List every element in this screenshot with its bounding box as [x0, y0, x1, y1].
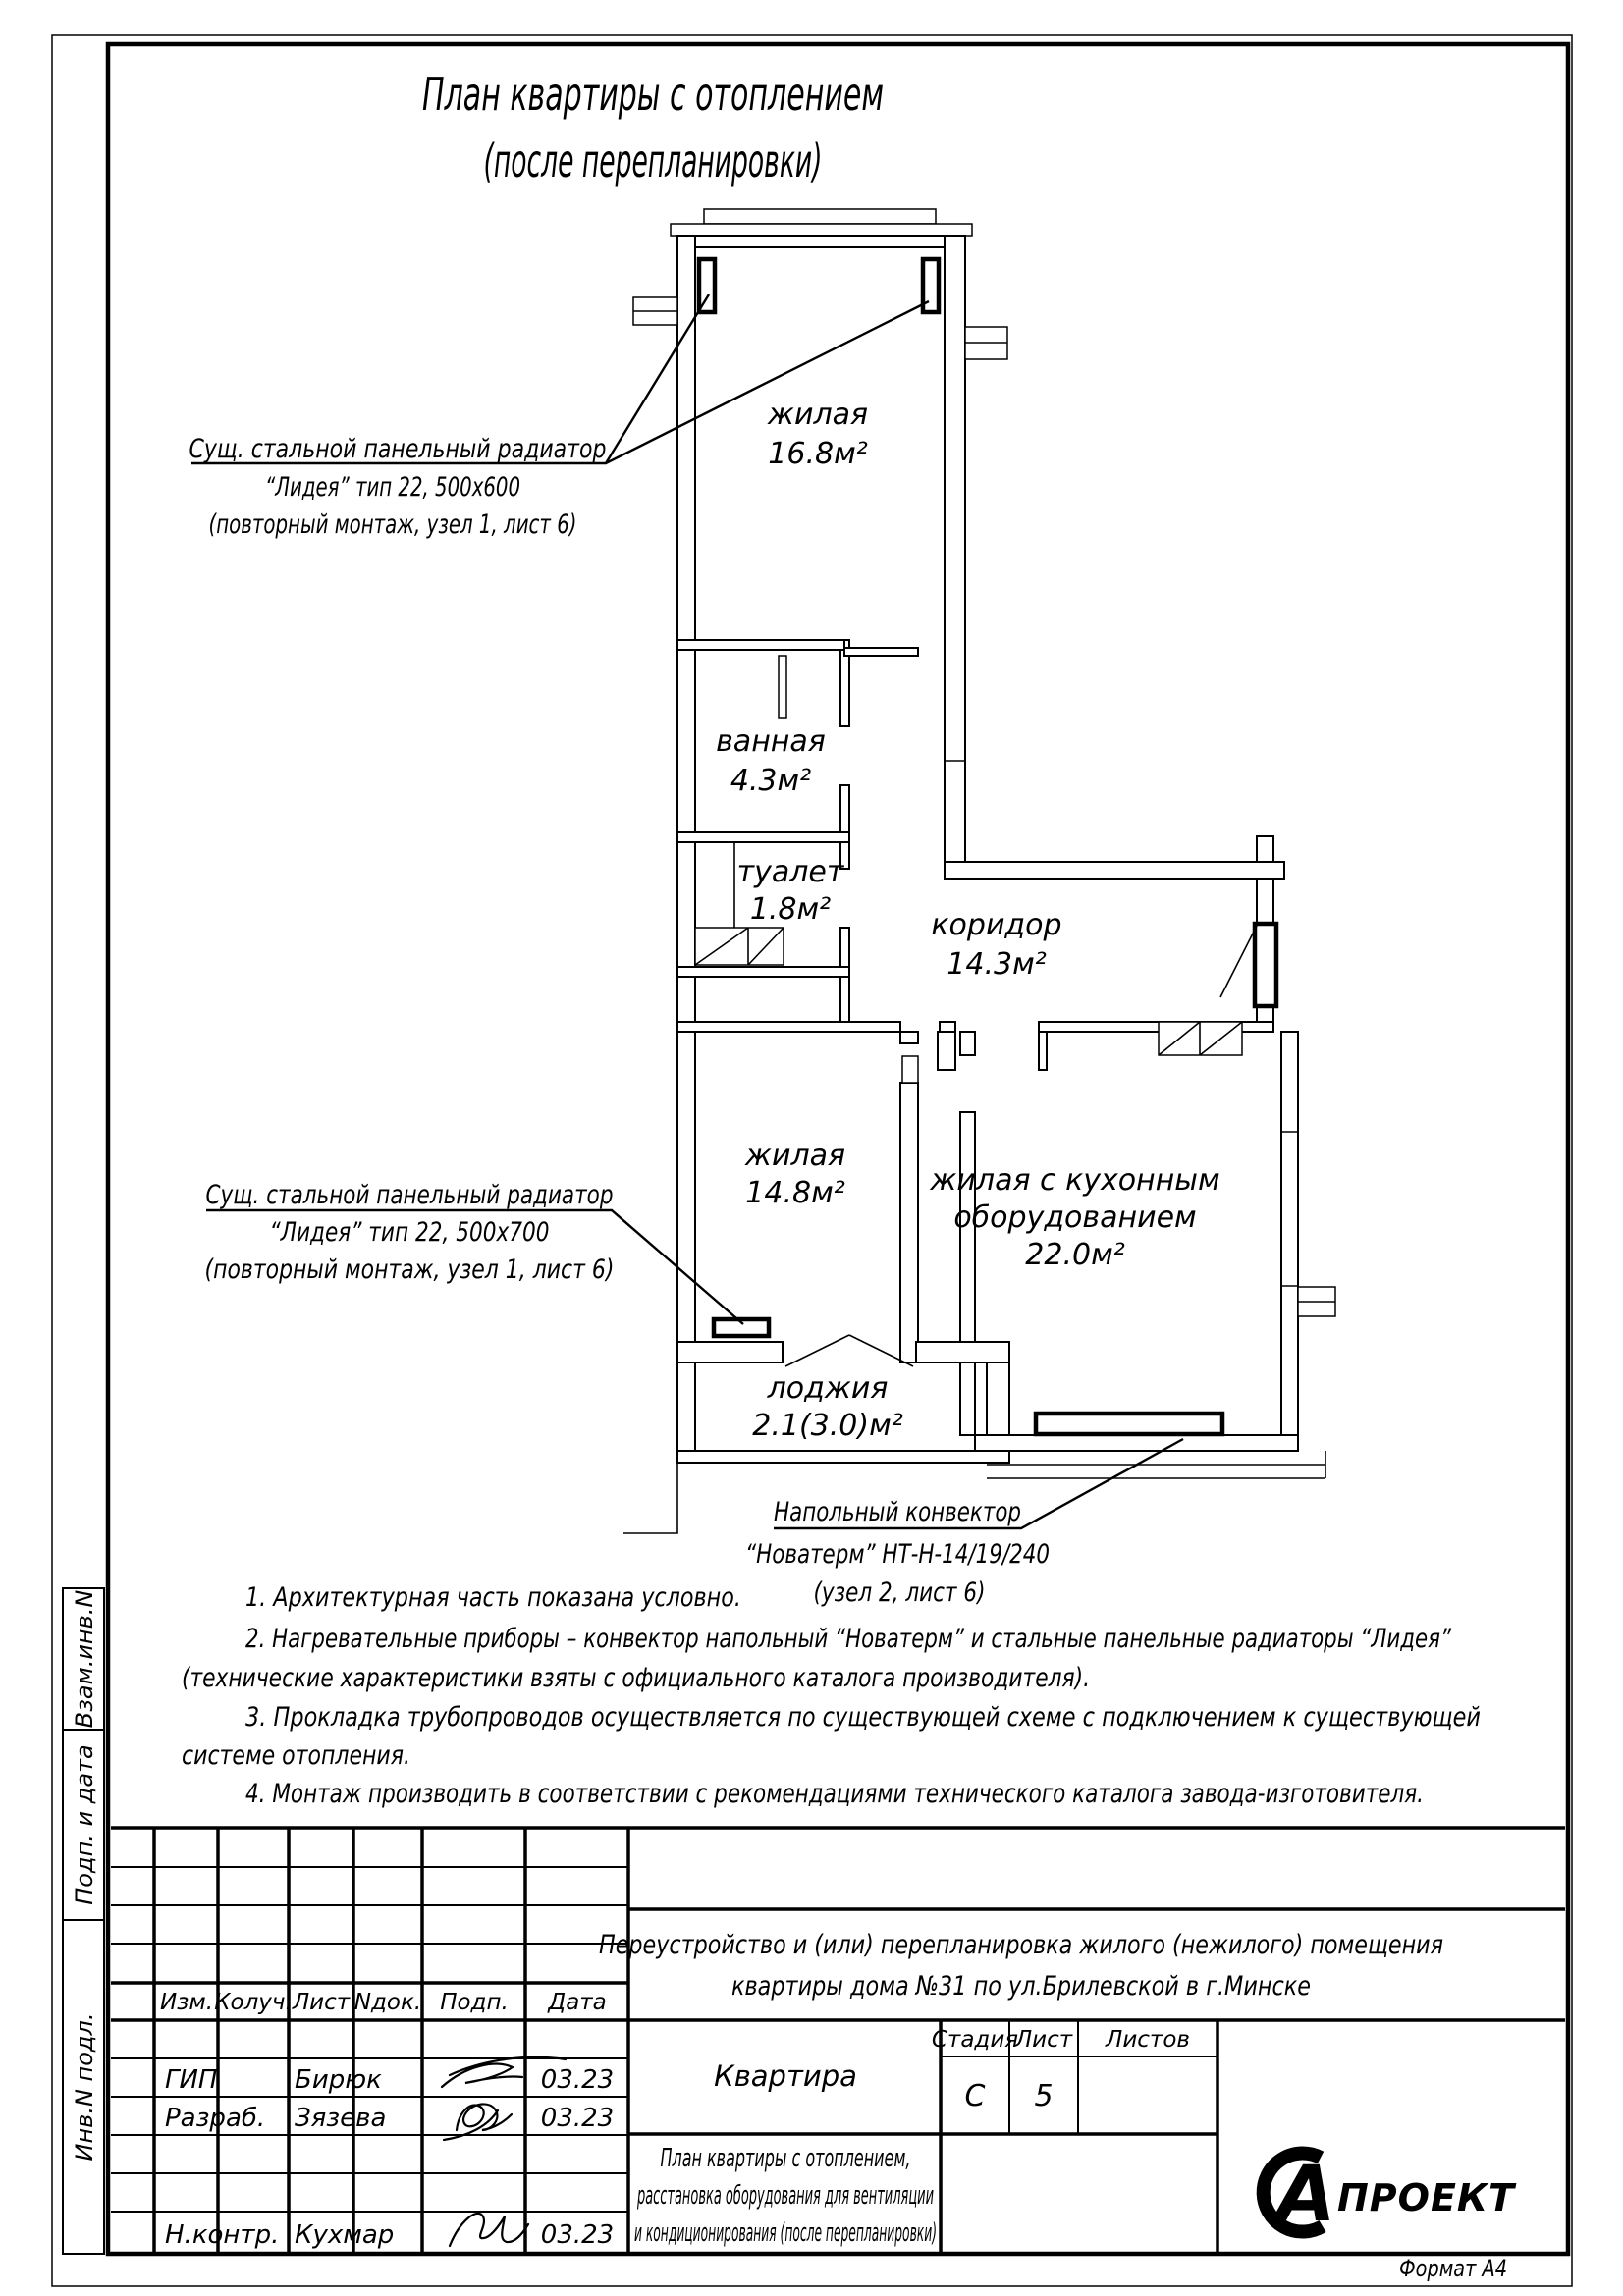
row-razrab-name: Зязева	[295, 2104, 387, 2133]
room-wc-area: 1.8м²	[749, 892, 832, 927]
wall-living2-right	[900, 1083, 918, 1362]
wall-wc-bottom	[677, 967, 849, 977]
wall-living1-bottom-a	[677, 640, 844, 650]
note-1: 1. Архитектурная часть показана условно.	[245, 1582, 741, 1613]
wall-right-stub-top	[1257, 836, 1273, 862]
col-data: Дата	[548, 1990, 607, 2015]
room-kitchen-label1: жилая с кухонным	[930, 1163, 1220, 1198]
room-living1-label: жилая	[767, 398, 869, 432]
door-leaf-living2	[902, 1056, 918, 1083]
revision-table-header	[160, 1990, 607, 2015]
wall-kitchen-left-b	[960, 1112, 975, 1435]
col-list: Лист	[292, 1990, 351, 2015]
bath-partition-stub	[779, 656, 786, 718]
col-podp: Подп.	[440, 1990, 509, 2015]
wall-corridor-bottom-a	[677, 1022, 900, 1032]
ann-conv-1: Напольный конвектор	[774, 1497, 1021, 1527]
wall-corridor-bottom-b	[940, 1022, 955, 1032]
floor-plan	[189, 209, 1336, 1608]
note-3a: 3. Прокладка трубопроводов осуществляется по существующей схеме с подключением к существующей	[245, 1702, 1481, 1733]
note-2b: (технические характеристики взяты с официального каталога производителя).	[182, 1663, 1090, 1693]
note-3b: системе отопления.	[182, 1740, 410, 1771]
vent-shaft-corridor	[1159, 1022, 1242, 1055]
room-living1-area: 16.8м²	[768, 437, 868, 471]
signature-rows	[165, 2057, 614, 2250]
stage-label: Стадия	[931, 2027, 1019, 2053]
annotation-radiator-top	[189, 434, 607, 540]
sheet-title	[422, 68, 884, 187]
project-line1: Переустройство и (или) перепланировка жилого (нежилого) помещения	[599, 1930, 1443, 1960]
row-gip-date: 03.23	[540, 2065, 615, 2095]
wall-living2-right-stub	[900, 1032, 918, 1043]
french-door-loggia	[785, 1335, 913, 1366]
ann-rad-bot-3: (повторный монтаж, узел 1, лист 6)	[204, 1255, 615, 1285]
room-loggia-label: лоджия	[767, 1371, 889, 1406]
company-logo	[1264, 2151, 1517, 2239]
ann-rad-bot-2: “Лидея” тип 22, 500х700	[269, 1217, 550, 1248]
logo-letter: А	[1276, 2151, 1336, 2239]
wall-kitchen-bottom	[975, 1435, 1298, 1451]
door-jamb-a	[938, 1032, 955, 1070]
wall-kitchen-right	[1281, 1032, 1298, 1435]
room-kitchen-label2: оборудованием	[953, 1201, 1197, 1235]
wall-entrance-above	[1257, 879, 1273, 926]
door-jamb-b	[1039, 1032, 1047, 1070]
vent-shaft-wc	[695, 928, 784, 965]
note-2a: 2. Нагревательные приборы – конвектор напольный “Новатерм” и стальные панельные радиаторы “Лидея”	[245, 1624, 1452, 1654]
annotation-radiator-bottom	[205, 1180, 615, 1285]
room-living2-area: 14.8м²	[745, 1176, 845, 1210]
object-name: Квартира	[714, 2059, 857, 2093]
room-wc-label: туалет	[736, 855, 844, 889]
wall-living1-bottom-b	[844, 648, 918, 656]
wall-living1-right	[945, 236, 965, 862]
ann-conv-3: (узел 2, лист 6)	[813, 1577, 986, 1608]
ann-conv-2: “Новатерм” НТ-Н-14/19/240	[745, 1539, 1050, 1570]
wall-top	[677, 236, 965, 247]
col-ndok: Nдок.	[353, 1990, 422, 2015]
sheet-label: Лист	[1014, 2027, 1073, 2053]
sheet-value: 5	[1034, 2079, 1054, 2113]
wall-kitchen-left-a	[960, 1032, 975, 1055]
radiator-living1-left	[699, 259, 715, 312]
balcony-rail-inner	[671, 224, 972, 236]
col-izm: Изм.	[159, 1990, 214, 2015]
balcony-rail-outer	[704, 209, 936, 224]
room-loggia-area: 2.1(3.0)м²	[752, 1409, 903, 1443]
room-corridor-label: коридор	[931, 908, 1062, 942]
sheet-title-line2: (после перепланировки)	[483, 134, 823, 187]
room-kitchen-area: 22.0м²	[1025, 1238, 1125, 1272]
ann-rad-top-1: Сущ. стальной панельный радиатор	[189, 434, 607, 464]
drawing-title	[634, 2144, 937, 2248]
annotation-convector	[745, 1497, 1050, 1608]
sheets-label: Листов	[1106, 2027, 1190, 2053]
entrance-door	[1220, 924, 1276, 1006]
room-bath-label: ванная	[716, 724, 826, 759]
note-4: 4. Монтаж производить в соответствии с рекомендациями технического каталога завода-изготовителя.	[245, 1779, 1424, 1809]
ann-rad-top-3: (повторный монтаж, узел 1, лист 6)	[208, 509, 577, 540]
row-razrab-role: Разраб.	[165, 2104, 266, 2133]
project-line2: квартиры дома №31 по ул.Брилевской в г.Минске	[731, 1971, 1311, 2002]
wall-corridor-top	[945, 862, 1284, 879]
label-vzam-inv: Взам.инв.N	[71, 1589, 98, 1729]
row-nkontr-role: Н.контр.	[165, 2220, 280, 2250]
wall-loggia-top-b	[916, 1342, 1009, 1362]
row-gip-role: ГИП	[165, 2065, 218, 2095]
row-gip-name: Бирюк	[295, 2065, 382, 2095]
sheet-title-line1: План квартиры с отоплением	[422, 68, 884, 121]
row-nkontr-name: Кухмар	[295, 2220, 395, 2250]
project-name	[599, 1930, 1443, 2002]
wall-bath-bottom	[677, 832, 849, 842]
stage-value: С	[964, 2079, 986, 2113]
label-podp-data: Подп. и дата	[71, 1744, 98, 1905]
wall-loggia-bottom	[677, 1451, 1009, 1463]
format-label: Формат А4	[1399, 2255, 1507, 2282]
row-nkontr-date: 03.23	[540, 2220, 615, 2250]
row-razrab-date: 03.23	[540, 2104, 615, 2133]
left-margin-stamp	[63, 1588, 104, 2254]
notes	[182, 1582, 1481, 1809]
logo-name: ПРОЕКТ	[1337, 2176, 1515, 2219]
ann-rad-top-2: “Лидея” тип 22, 500х600	[265, 472, 520, 503]
col-koluch: Колуч.	[214, 1990, 293, 2015]
floor-convector	[1036, 1414, 1222, 1434]
room-bath-area: 4.3м²	[730, 764, 812, 798]
drawing-title-2: расстановка оборудования для вентиляции	[636, 2181, 934, 2211]
label-inv-podl: Инв.N подл.	[71, 2012, 98, 2162]
drawing-title-3: и кондиционирования (после перепланировки)	[634, 2218, 937, 2248]
ann-rad-bot-1: Сущ. стальной панельный радиатор	[205, 1180, 614, 1210]
signature-nkontr	[450, 2214, 528, 2246]
room-living2-label: жилая	[744, 1139, 846, 1173]
title-block	[111, 1828, 1565, 2252]
room-corridor-area: 14.3м²	[947, 947, 1047, 982]
wall-loggia-top-a	[677, 1342, 783, 1362]
drawing-title-1: План квартиры с отоплением,	[660, 2144, 911, 2173]
